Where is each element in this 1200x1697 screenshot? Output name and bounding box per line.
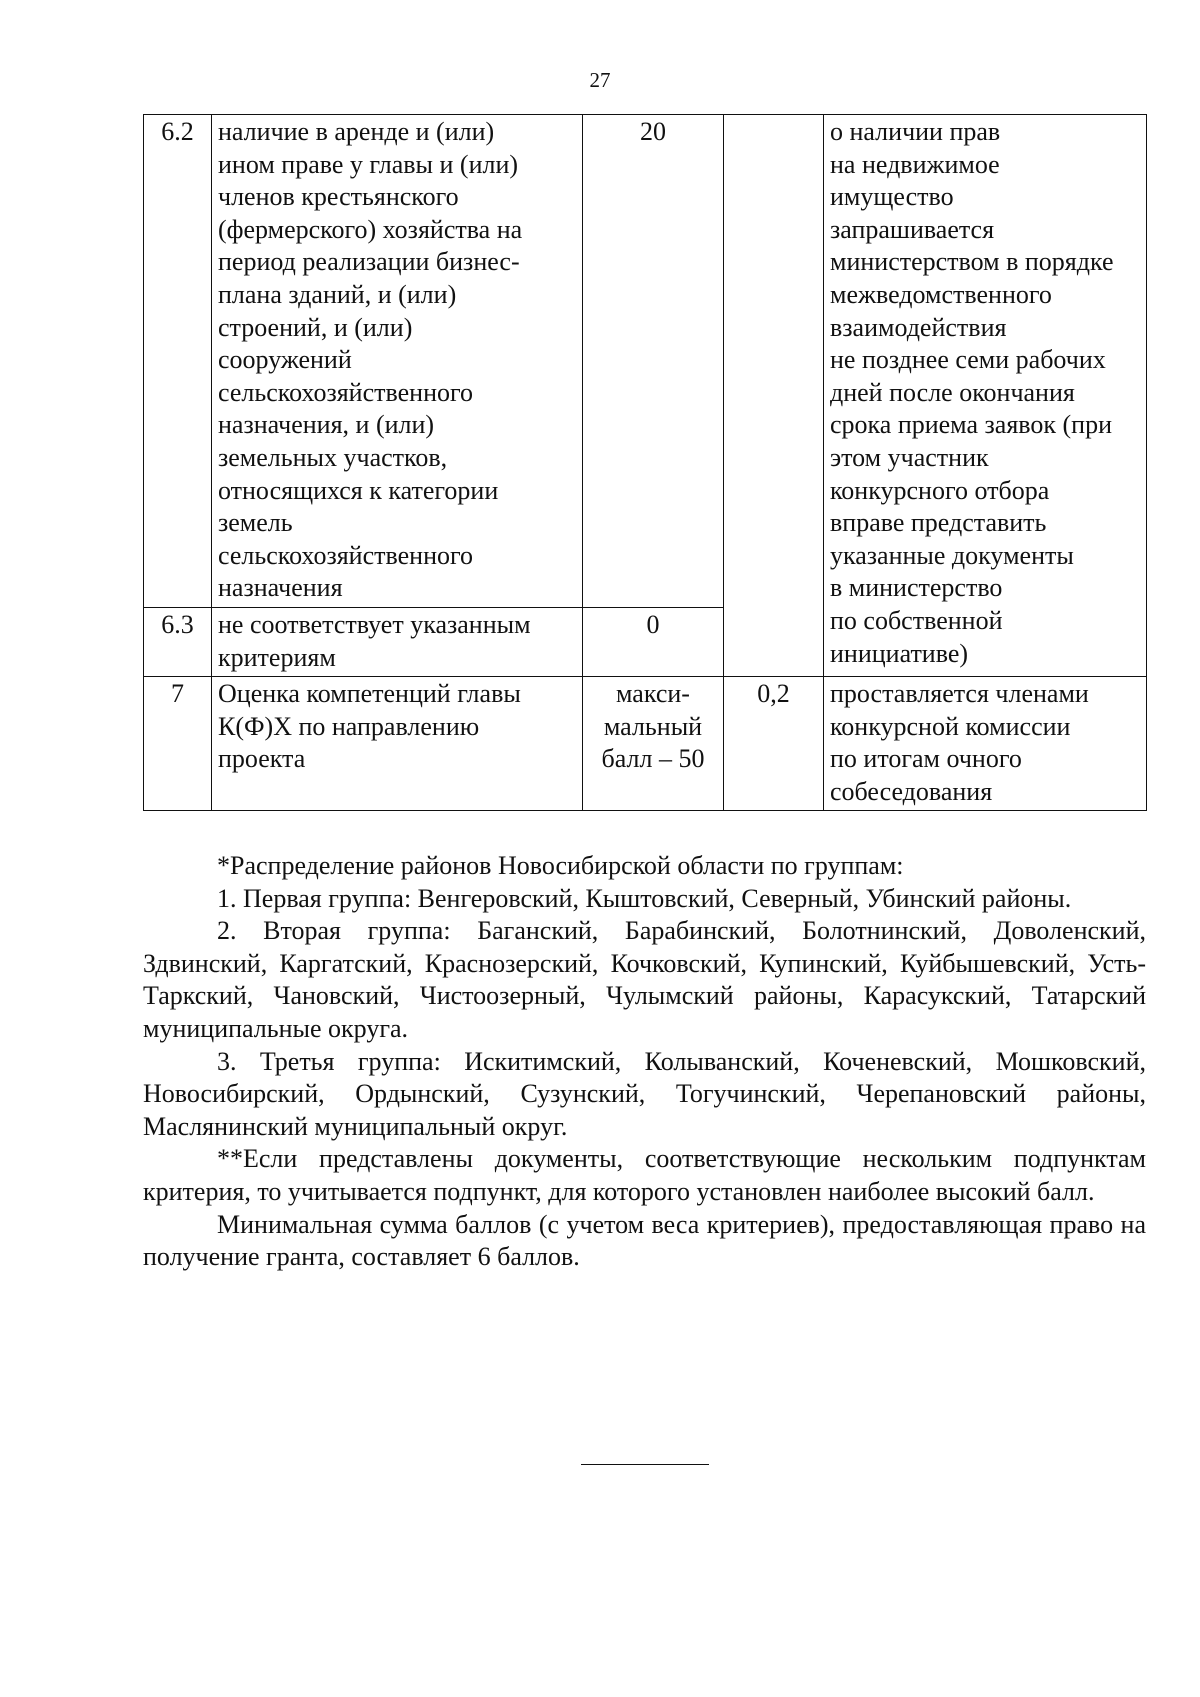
row-number: 7 — [144, 677, 212, 811]
group-3-paragraph: 3. Третья группа: Искитимский, Колыванский, Коченевский, Мошковский, Новосибирский, Ордынский, Сузунский, Тогучинский, Черепановский районы, Маслянинский муниципальный округ. — [143, 1046, 1146, 1141]
criterion-text: наличие в аренде и (или) ином праве у главы и (или) членов крестьянского (фермерского) хозяйства на период реализации бизнес- плана зданий, и (или) строений, и (или) сооружений сельскохозяйственного назначения, и (или) земельных участков, относящихся к категории земель сельскохозяйственного назначения — [212, 115, 583, 608]
criterion-text: Оценка компетенций главы К(Ф)Х по направлению проекта — [212, 677, 583, 811]
groups-intro-paragraph: *Распределение районов Новосибирской области по группам: — [217, 851, 904, 880]
row-number: 6.3 — [144, 607, 212, 676]
weight-value: 0,2 — [724, 677, 824, 811]
end-separator-line — [581, 1464, 709, 1465]
footnotes — [143, 850, 1146, 1274]
double-asterisk-paragraph: **Если представлены документы, соответствующие нескольким подпунктам критерия, то учитывается подпункт, для которого установлен наиболее высокий балл. — [143, 1144, 1146, 1206]
criteria-table — [143, 114, 1147, 811]
table-row-7 — [144, 677, 1147, 811]
group-2-paragraph: 2. Вторая группа: Баганский, Барабинский, Болотнинский, Доволенский, Здвинский, Каргатский, Краснозерский, Кочковский, Купинский, Куйбышевский, Усть-Таркский, Чановский, Чистоозерный, Чулымский районы, Карасукский, Татарский муниципальные округа. — [143, 916, 1146, 1043]
note-text: о наличии прав на недвижимое имущество запрашивается министерством в порядке межведомственного взаимодействия не позднее семи рабочих дней после окончания срока приема заявок (при этом участник конкурсного отбора вправе представить указанные документы в министерство по собственной инициативе) — [824, 115, 1147, 677]
note-text: проставляется членами конкурсной комиссии по итогам очного собеседования — [824, 677, 1147, 811]
score-value: 0 — [583, 607, 724, 676]
score-value: макси- мальный балл – 50 — [583, 677, 724, 811]
row-number: 6.2 — [144, 115, 212, 608]
page-number: 27 — [589, 68, 611, 92]
score-value: 20 — [583, 115, 724, 608]
group-1-paragraph: 1. Первая группа: Венгеровский, Кыштовский, Северный, Убинский районы. — [217, 883, 1072, 913]
minimum-score-paragraph: Минимальная сумма баллов (с учетом веса критериев), предоставляющая право на получение гранта, составляет 6 баллов. — [143, 1209, 1146, 1272]
weight-value — [724, 115, 824, 677]
criterion-text: не соответствует указанным критериям — [212, 607, 583, 676]
table-row-6-2 — [144, 115, 1147, 608]
